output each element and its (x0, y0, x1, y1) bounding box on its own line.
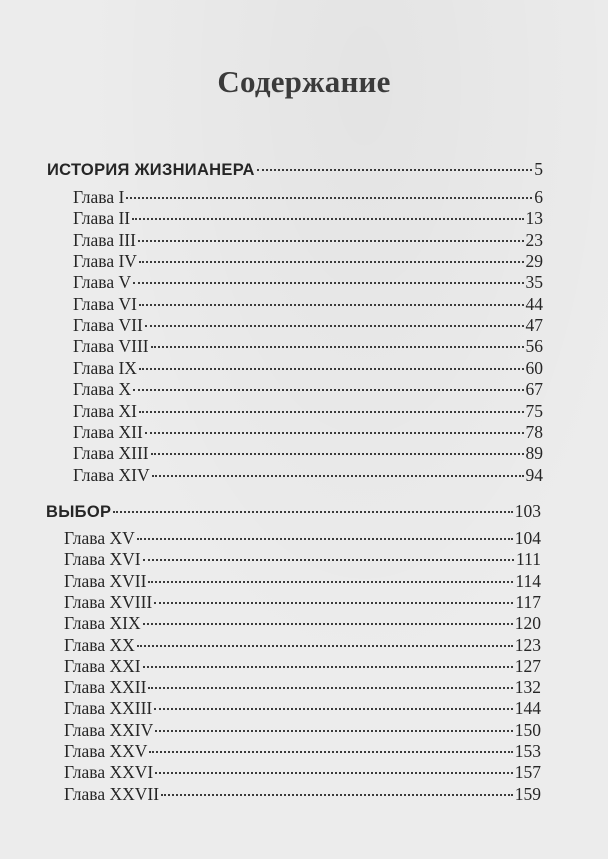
toc-chapter-entry (64, 761, 541, 783)
toc-chapter-label: Глава XVII (64, 570, 147, 591)
dot-leader (257, 168, 532, 171)
toc-chapter-label: Глава XIX (64, 613, 141, 634)
toc-chapter-label: Глава VIII (73, 336, 149, 357)
dot-leader (155, 771, 513, 774)
toc-page-number: 117 (515, 591, 541, 612)
toc-chapter-label: Глава III (73, 229, 136, 250)
toc-page-number: 153 (514, 741, 541, 761)
toc-page-number: 67 (525, 379, 543, 400)
toc-chapter-label: Глава XIV (73, 464, 150, 485)
toc-page-number: 104 (514, 528, 541, 548)
toc-part-entry (46, 500, 541, 522)
dot-leader (151, 452, 524, 455)
toc-page-number: 35 (525, 272, 543, 293)
toc-chapter-entry (73, 357, 543, 379)
toc-chapter-label: Глава XVIII (64, 591, 153, 612)
toc-chapter-label: Глава I (73, 187, 125, 207)
toc-chapter-label: Глава X (73, 379, 132, 400)
dot-leader (154, 707, 513, 710)
toc-chapter-entry (73, 335, 543, 357)
toc-page-number: 94 (525, 464, 543, 485)
toc-page-number: 114 (515, 570, 541, 591)
toc-chapter-entry (73, 421, 543, 443)
toc-chapter-label: Глава XX (64, 634, 135, 655)
dot-leader (154, 601, 513, 604)
toc-page-number: 23 (525, 229, 543, 250)
dot-leader (139, 410, 524, 413)
dot-leader (137, 537, 513, 540)
toc-page-number: 56 (525, 336, 543, 357)
dot-leader (143, 665, 513, 668)
toc-page-number: 132 (514, 677, 541, 698)
toc-page-number: 5 (534, 159, 543, 179)
toc-page-number: 6 (534, 187, 543, 207)
toc-chapter-label: Глава XXI (64, 655, 141, 676)
dot-leader (161, 793, 513, 796)
dot-leader (133, 388, 523, 391)
toc-page-number: 159 (514, 783, 541, 804)
toc-page-number: 89 (525, 443, 543, 464)
toc-page-number: 78 (525, 421, 543, 442)
dot-leader (139, 303, 524, 306)
toc-chapter-label: Глава VI (73, 293, 137, 314)
toc-chapter-entry (73, 464, 543, 486)
toc-chapter-label: Глава XXIV (64, 719, 154, 740)
toc-page-number: 123 (514, 634, 541, 655)
dot-leader (148, 686, 512, 689)
toc-chapter-entry (73, 229, 543, 251)
toc-part-entry (47, 158, 543, 180)
dot-leader (126, 196, 532, 199)
toc-chapter-entry (64, 634, 541, 656)
toc-chapter-label: Глава XV (64, 528, 135, 548)
dot-leader (133, 281, 523, 284)
toc-chapter-label: Глава VII (73, 315, 143, 336)
toc-chapter-label: Глава XIII (73, 443, 149, 464)
toc-chapter-label: Глава XXIII (64, 698, 153, 719)
dot-leader (155, 729, 513, 732)
dot-leader (145, 431, 524, 434)
toc-chapter-entry (64, 676, 541, 698)
dot-leader (132, 217, 523, 220)
toc-chapter-entry (64, 612, 541, 634)
toc-chapter-label: Глава XXII (64, 677, 147, 698)
toc-page-number: 75 (525, 400, 543, 421)
toc-chapter-entry (64, 655, 541, 677)
dot-leader (151, 345, 524, 348)
toc-page-number: 47 (525, 315, 543, 336)
page-title: Содержание (217, 64, 391, 99)
dot-leader (139, 367, 524, 370)
toc-chapter-entry (64, 527, 541, 549)
toc-chapter-label: Глава IV (73, 251, 137, 272)
toc-chapter-entry (64, 740, 541, 762)
dot-leader (148, 580, 513, 583)
dot-leader (143, 558, 514, 561)
toc-chapter-entry (64, 591, 541, 613)
toc-chapter-entry (73, 271, 543, 293)
toc-page-number: 111 (516, 549, 541, 570)
toc-page-number: 44 (525, 293, 543, 314)
dot-leader (149, 750, 512, 753)
toc-page-number: 150 (514, 719, 541, 740)
toc-chapter-entry (64, 697, 541, 719)
toc-chapter-entry (64, 783, 541, 805)
toc-page-number: 60 (525, 357, 543, 378)
dot-leader (113, 510, 512, 513)
toc-chapter-entry (73, 442, 543, 464)
toc-chapter-label: Глава XI (73, 400, 137, 421)
toc-chapter-label: Глава XVI (64, 549, 141, 570)
dot-leader (138, 239, 524, 242)
toc-chapter-entry (73, 400, 543, 422)
toc-page-number: 144 (514, 698, 541, 719)
dot-leader (137, 644, 513, 647)
dot-leader (139, 260, 524, 263)
toc-chapter-label: Глава IX (73, 357, 137, 378)
toc-chapter-label: Глава XXVI (64, 762, 154, 783)
toc-page-number: 120 (514, 613, 541, 634)
toc-chapter-entry (73, 378, 543, 400)
toc-chapter-label: Глава XXV (64, 741, 148, 761)
toc-chapter-entry (73, 186, 543, 208)
toc-chapter-entry (73, 314, 543, 336)
dot-leader (143, 622, 513, 625)
toc-part-title: ВЫБОР (46, 503, 112, 521)
dot-leader (152, 474, 524, 477)
toc-chapter-entry (73, 250, 543, 272)
toc-chapter-label: Глава XXVII (64, 783, 160, 804)
toc-page-number: 157 (514, 762, 541, 783)
toc-page-number: 103 (514, 501, 541, 521)
toc-page-number: 29 (525, 251, 543, 272)
toc-chapter-entry (64, 570, 541, 592)
toc-page-number: 127 (514, 655, 541, 676)
toc-chapter-entry (73, 293, 543, 315)
dot-leader (145, 324, 524, 327)
toc-chapter-label: Глава XII (73, 421, 143, 442)
toc-page-number: 13 (525, 208, 543, 229)
toc-chapter-entry (64, 719, 541, 741)
toc-part-title: ИСТОРИЯ ЖИЗНИАНЕРА (47, 161, 255, 179)
toc-chapter-label: Глава II (73, 208, 131, 229)
toc-chapter-label: Глава V (73, 272, 132, 293)
toc-chapter-entry (64, 548, 541, 570)
toc-chapter-entry (73, 207, 543, 229)
